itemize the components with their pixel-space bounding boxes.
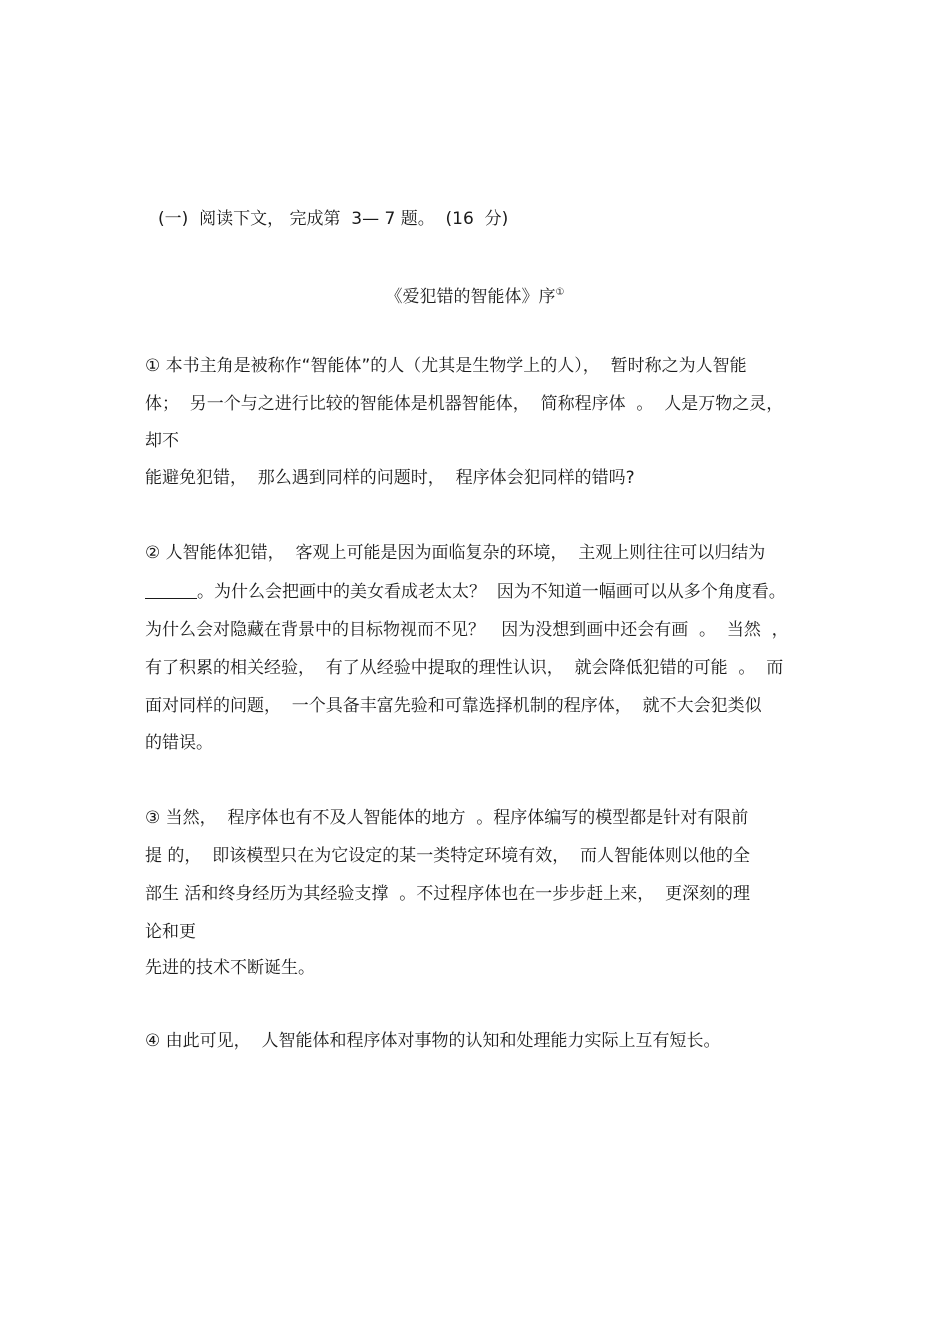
paragraph-4-line-1: ④ 由此可见， 人智能体和程序体对事物的认知和处理能力实际上互有短长。 xyxy=(145,1031,721,1051)
paragraph-2-line-4: 有了积累的相关经验， 有了从经验中提取的理性认识， 就会降低犯错的可能 。 而 xyxy=(145,658,784,678)
paragraph-1-line-2: 体； 另一个与之进行比较的智能体是机器智能体， 简称程序体 。 人是万物之灵， xyxy=(145,394,784,414)
footnote-marker: ① xyxy=(555,287,565,298)
question-instruction: (一) 阅读下文， 完成第 3— 7 题。 (16 分) xyxy=(158,209,509,229)
paragraph-3-line-5: 先进的技术不断诞生。 xyxy=(145,958,315,978)
fill-in-blank[interactable] xyxy=(145,582,197,599)
paragraph-2-line-2 xyxy=(145,581,786,603)
paragraph-2-line-2-text: 。为什么会把画中的美女看成老太太？ 因为不知道一幅画可以从多个角度看。 xyxy=(197,582,786,602)
paragraph-2-line-6: 的错误。 xyxy=(145,733,213,753)
paragraph-1-line-3: 却不 xyxy=(145,431,179,451)
paragraph-2-line-3: 为什么会对隐藏在背景中的目标物视而不见？ 因为没想到画中还会有画 。 当然 ， xyxy=(145,620,789,640)
paragraph-3-line-1: ③ 当然， 程序体也有不及人智能体的地方 。程序体编写的模型都是针对有限前 xyxy=(145,808,749,828)
paragraph-3-line-4: 论和更 xyxy=(145,922,196,942)
paragraph-1-line-4: 能避免犯错， 那么遇到同样的问题时， 程序体会犯同样的错吗? xyxy=(145,468,635,488)
paragraph-2-line-5: 面对同样的问题， 一个具备丰富先验和可靠选择机制的程序体， 就不大会犯类似 xyxy=(145,696,762,716)
paragraph-3-line-3: 部生 活和终身经历为其经验支撑 。不过程序体也在一步步赶上来， 更深刻的理 xyxy=(145,884,751,904)
passage-title xyxy=(0,282,950,308)
paragraph-3-line-2: 提 的， 即该模型只在为它设定的某一类特定环境有效， 而人智能体则以他的全 xyxy=(145,846,751,866)
paragraph-2-line-1: ② 人智能体犯错， 客观上可能是因为面临复杂的环境， 主观上则往往可以归结为 xyxy=(145,543,766,563)
passage-title-text: 《爱犯错的智能体》序 xyxy=(385,287,556,307)
paragraph-1-line-1: ① 本书主角是被称作“智能体”的人（尤其是生物学上的人）， 暂时称之为人智能 xyxy=(145,356,747,376)
